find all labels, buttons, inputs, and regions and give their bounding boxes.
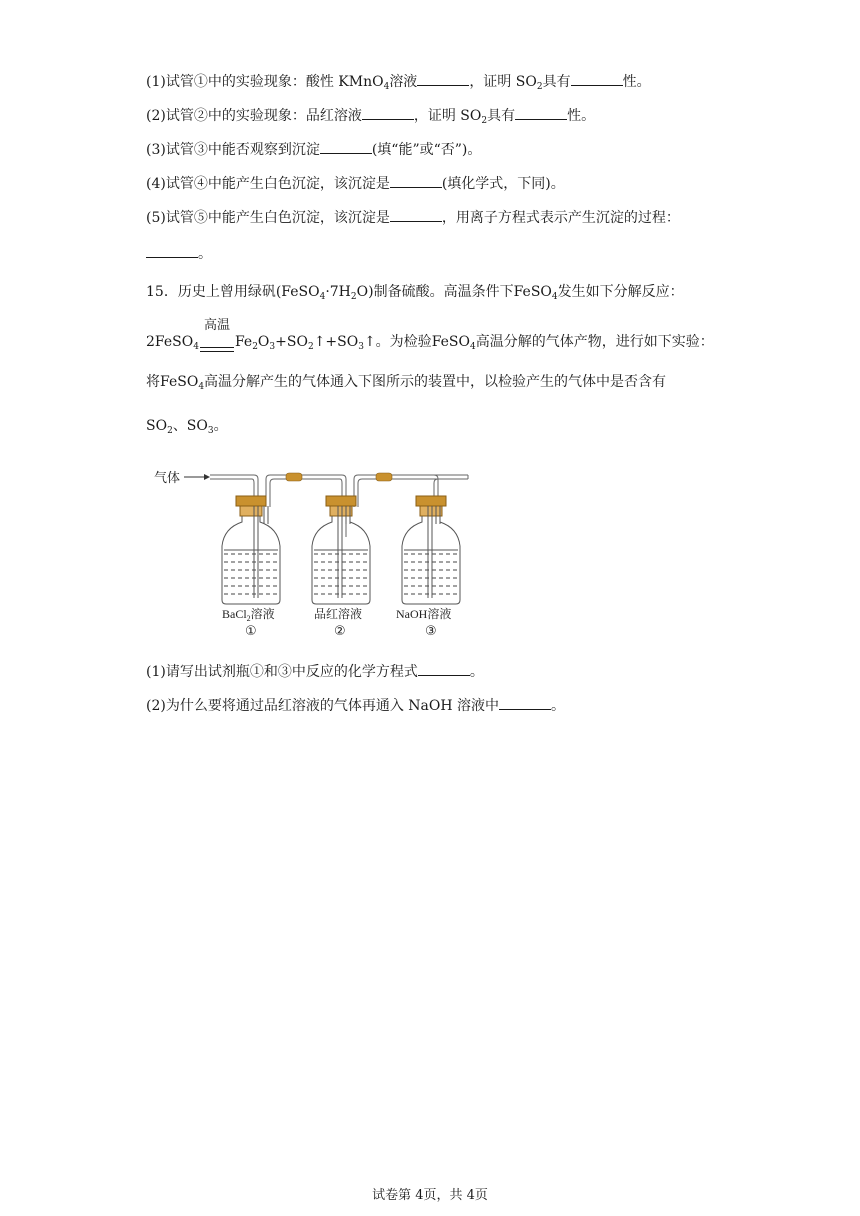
answer-blank[interactable] (417, 85, 469, 86)
q14-part4: (4)试管④中能产生白色沉淀，该沉淀是 (填化学式，下同)。 (146, 176, 565, 192)
bottle-2 (312, 496, 370, 604)
bottle-1 (222, 496, 280, 604)
bottle-2-label: 品红溶液 (314, 607, 363, 621)
gas-label: 气体 (154, 470, 181, 485)
gas-washing-apparatus (150, 462, 480, 642)
page-footer: 试卷第 4页，共 4页 (372, 1188, 488, 1203)
reaction-condition: 高温 (200, 332, 234, 352)
q15-intro: 15．历史上曾用绿矾$(FeSO_4\cdot 7H_2O)$制备硫酸。高温条件下FeSO$_4$发生如下分解反应： (146, 284, 684, 302)
bottle-2-number: ② (334, 624, 346, 639)
q14-part3: (3)试管③中能否观察到沉淀 (填“能”或“否”)。 (146, 142, 482, 158)
bottle-3-label: NaOH溶液 (396, 607, 452, 621)
answer-blank[interactable] (362, 119, 414, 120)
answer-blank[interactable] (499, 709, 551, 710)
q14-part5: (5)试管⑤中能产生白色沉淀，该沉淀是 ，用离子方程式表示产生沉淀的过程： (146, 210, 680, 226)
q15-subquestion-1: (1)请写出试剂瓶①和③中反应的化学方程式 。 (146, 664, 484, 680)
bottle-1-label: BaCl$_2$溶液 (222, 607, 275, 623)
answer-blank[interactable] (320, 153, 372, 154)
q15-line4: $SO_2$、$SO_3$。 (146, 418, 228, 436)
bottle-3 (402, 496, 460, 604)
answer-blank[interactable] (418, 675, 470, 676)
rubber-connector (286, 473, 392, 481)
q15-subquestion-2: (2)为什么要将通过品红溶液的气体再通入 NaOH 溶液中 。 (146, 698, 566, 714)
q15-equation-line: 2FeSO$_4$ 高温 $Fe_2O_3+SO_2↑+SO_3↑$。为检验FeSO$_4$高温分解的气体产物，进行如下实验： (146, 318, 714, 352)
q14-part5-cont: 。 (146, 244, 212, 264)
answer-blank[interactable] (390, 221, 442, 222)
q15-line3: 将FeSO$_4$高温分解产生的气体通入下图所示的装置中，以检验产生的气体中是否含有 (146, 374, 667, 392)
q14-part1: (1)试管①中的实验现象：酸性 KMnO$_4$溶液 ，证明 $SO_2$具有 性。 (146, 74, 651, 92)
bottle-3-number: ③ (425, 624, 437, 639)
answer-blank[interactable] (146, 257, 198, 258)
bottle-1-number: ① (245, 624, 257, 639)
answer-blank[interactable] (515, 119, 567, 120)
q14-part2: (2)试管②中的实验现象：品红溶液 ，证明 $SO_2$具有 性。 (146, 108, 596, 126)
answer-blank[interactable] (571, 85, 623, 86)
answer-blank[interactable] (390, 187, 442, 188)
